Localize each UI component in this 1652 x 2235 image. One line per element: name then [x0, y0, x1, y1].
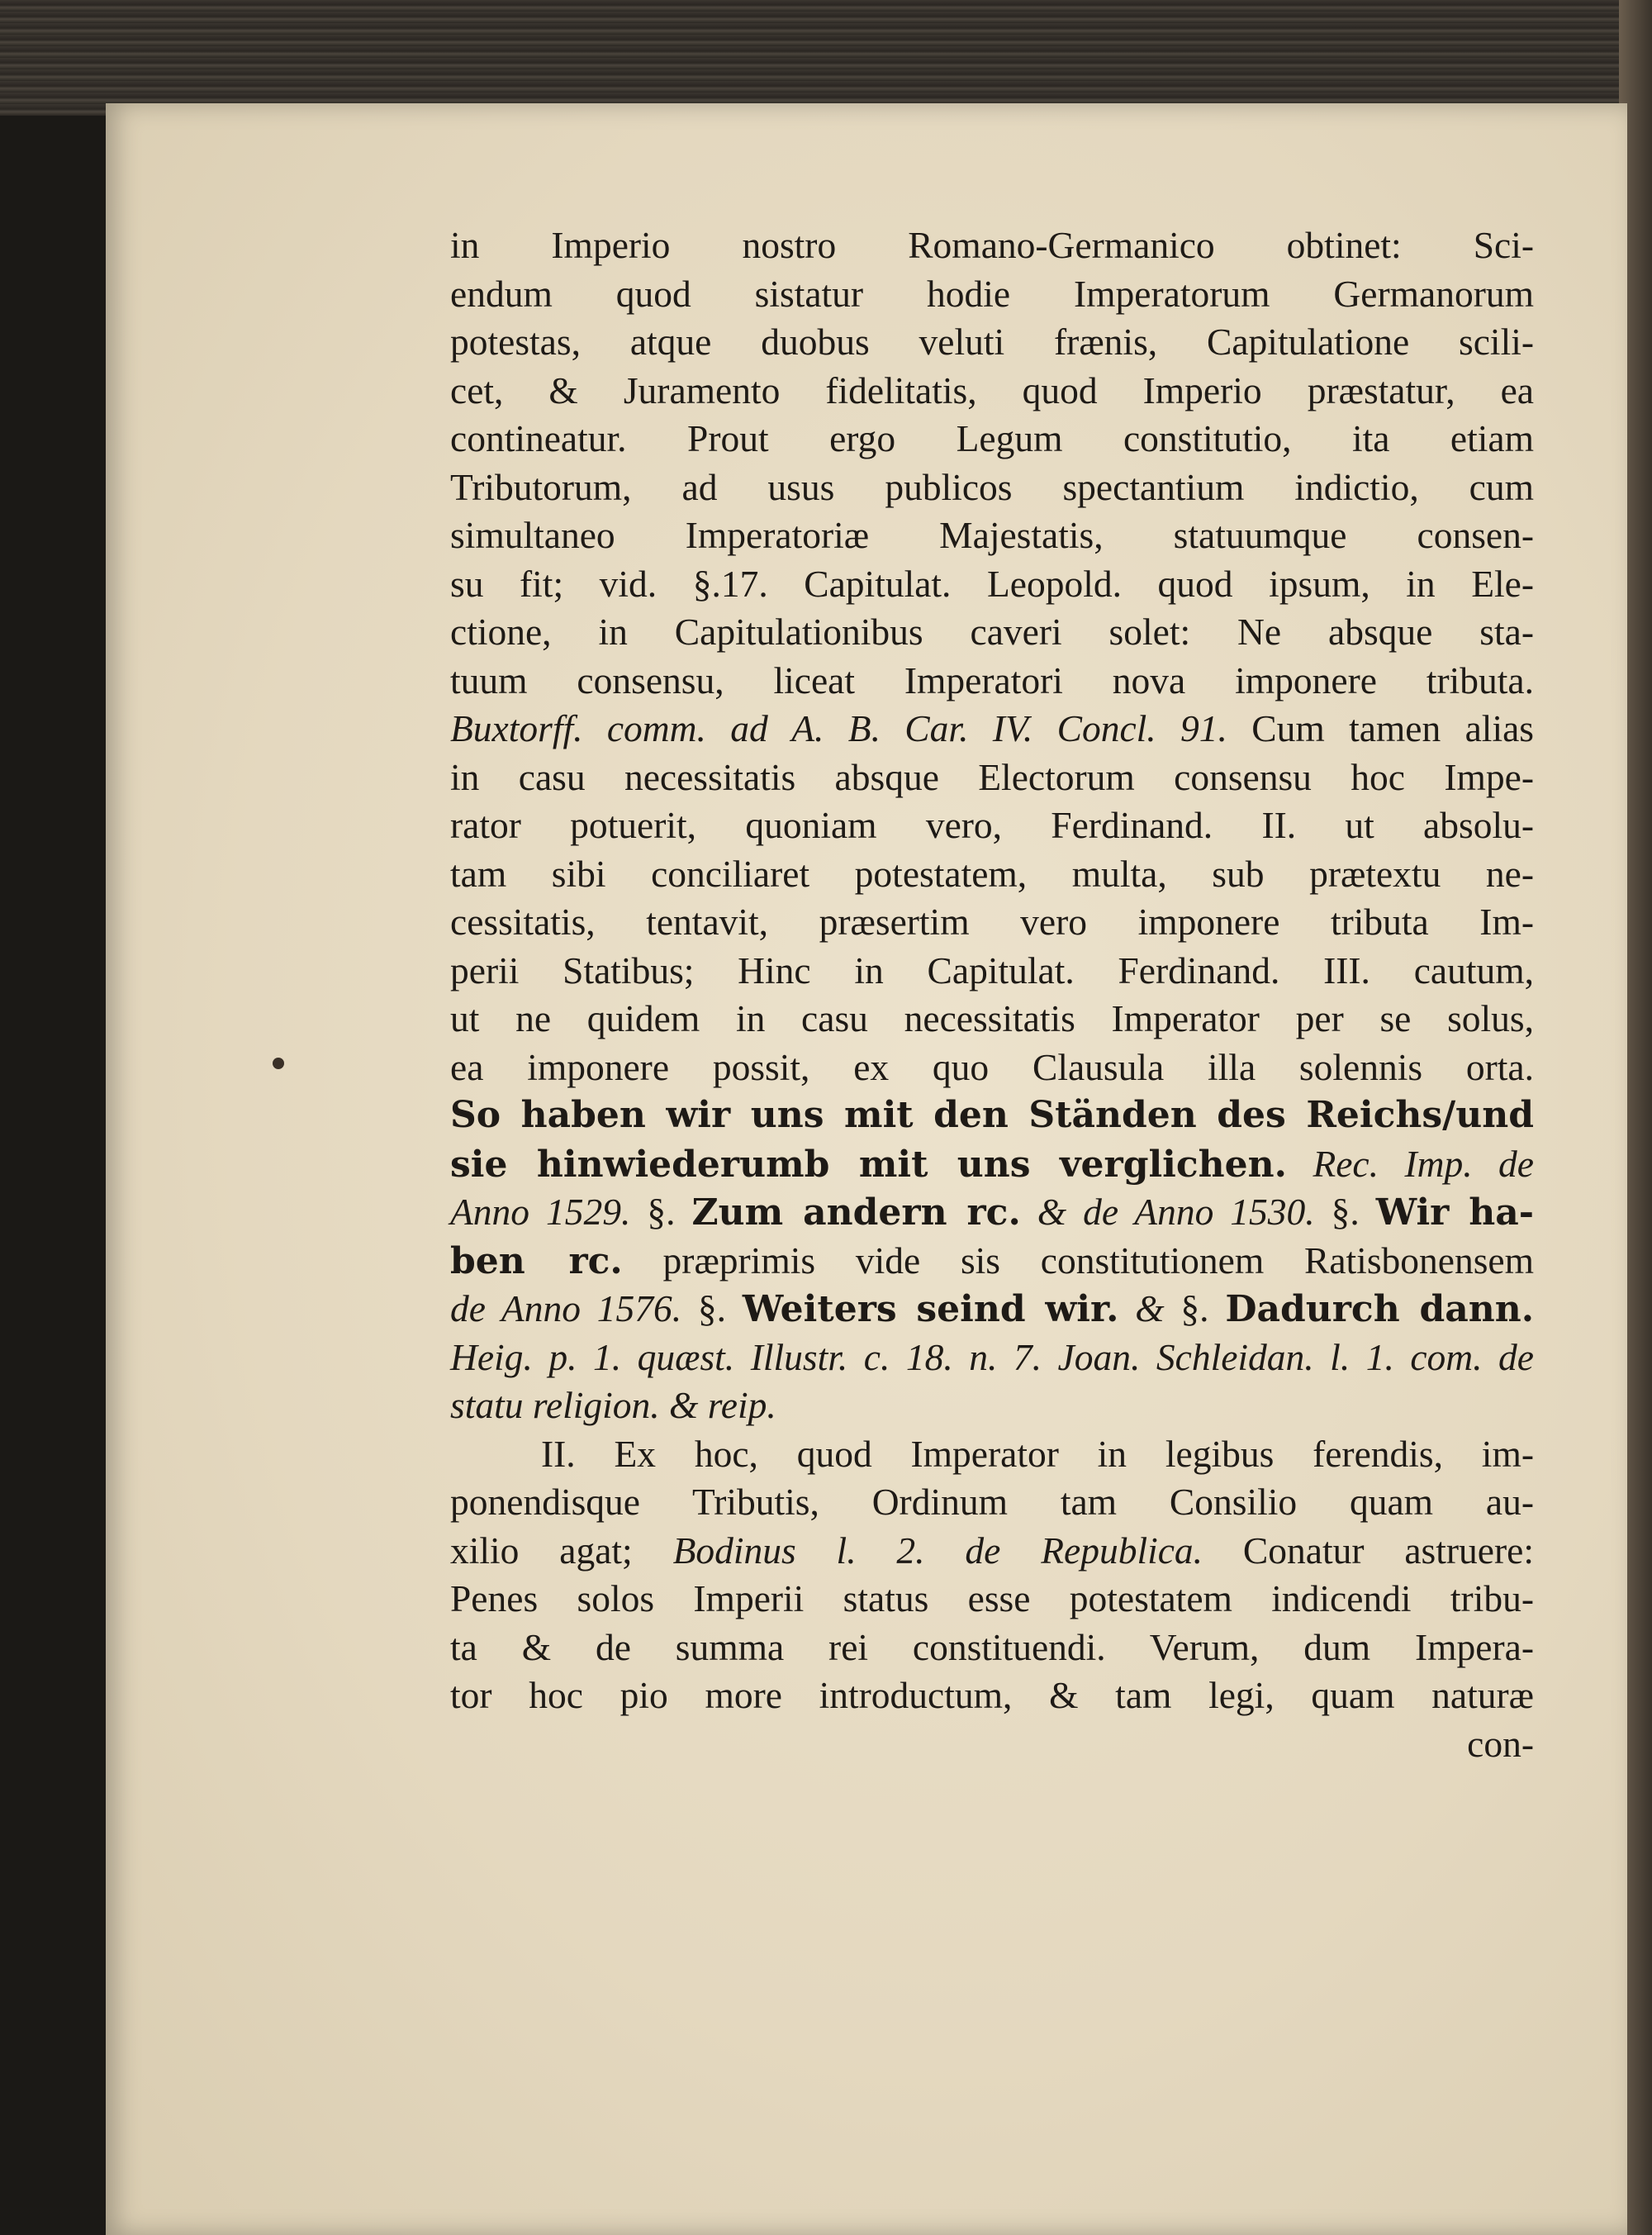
text-line — [450, 1188, 1534, 1237]
text-line: endum quod sistatur hodie Imperatorum Germanorum — [450, 272, 1534, 315]
text-line: Tributorum, ad usus publicos spectantium indictio, cum — [450, 465, 1534, 508]
text-line: tor hoc pio more introductum, & tam legi, quam naturæ — [450, 1674, 1534, 1716]
fraktur-quote: ben rc. — [450, 1239, 623, 1282]
text-line: perii Statibus; Hinc in Capitulat. Ferdinand. III. cautum, — [450, 949, 1534, 991]
text-line: potestas, atque duobus veluti frænis, Capitulatione scili- — [450, 321, 1534, 363]
text-run: præprimis vide sis constitutionem Ratisbonensem — [622, 1239, 1535, 1282]
text-line: in casu necessitatis absque Electorum consensu hoc Impe- — [450, 755, 1534, 798]
page-text — [450, 221, 1534, 1768]
text-line: simultaneo Imperatoriæ Majestatis, statuumque consen- — [450, 514, 1534, 556]
text-line: tam sibi conciliaret potestatem, multa, sub prætextu ne- — [450, 852, 1534, 895]
citation: de Anno 1576. — [450, 1287, 682, 1329]
text-line — [450, 705, 1534, 754]
citation: & de Anno 1530. — [1020, 1191, 1315, 1233]
text-line: tuum consensu, liceat Imperatori nova imponere tributa. — [450, 659, 1534, 701]
fraktur-quote: sie hinwiederumb mit uns verglichen. — [450, 1143, 1287, 1186]
catchword: con- — [1467, 1722, 1534, 1765]
text-line — [450, 1237, 1534, 1286]
margin-ink-dot — [273, 1058, 284, 1069]
text-line — [450, 1285, 1534, 1334]
text-run: §. — [1180, 1287, 1226, 1329]
citation: Buxtorff. comm. ad A. B. Car. IV. Concl. 91. — [450, 707, 1227, 749]
text-line: ponendisque Tributis, Ordinum tam Consilio quam au- — [450, 1481, 1534, 1523]
text-line: Penes solos Imperii status esse potestatem indicendi tribu- — [450, 1577, 1534, 1619]
text-line: cet, & Juramento fidelitatis, quod Imperio præstatur, ea — [450, 369, 1534, 411]
citation-line: statu religion. & reip. — [450, 1384, 776, 1426]
book-top-edge — [0, 0, 1652, 116]
text-line: ut ne quidem in casu necessitatis Imperator per se solus, — [450, 997, 1534, 1039]
fraktur-quote: Weiters seind wir. — [742, 1288, 1119, 1330]
citation: Bodinus l. 2. de Republica. — [672, 1529, 1203, 1572]
text-run: xilio agat; — [450, 1529, 673, 1572]
text-run: §. — [630, 1191, 692, 1233]
text-run: §. — [681, 1287, 743, 1329]
fraktur-quote: Wir ha- — [1375, 1191, 1535, 1234]
text-line: ea imponere possit, ex quo Clausula illa solennis orta. — [450, 1045, 1534, 1088]
citation-line: Heig. p. 1. quæst. Illustr. c. 18. n. 7. Joan. Schleidan. l. 1. com. de — [450, 1335, 1534, 1378]
text-line: su fit; vid. §.17. Capitulat. Leopold. quod ipsum, in Ele- — [450, 562, 1534, 605]
text-line: cessitatis, tentavit, præsertim vero imponere tributa Im- — [450, 901, 1534, 943]
text-run: Conatur astruere: — [1203, 1529, 1534, 1572]
text-line — [450, 1527, 1534, 1576]
text-line: ta & de summa rei constituendi. Verum, dum Impera- — [450, 1625, 1534, 1668]
text-run: §. — [1314, 1191, 1376, 1233]
citation: Rec. Imp. de — [1286, 1142, 1534, 1185]
text-line: ctione, in Capitulationibus caveri solet: Ne absque sta- — [450, 611, 1534, 653]
fraktur-quote: Dadurch dann. — [1225, 1288, 1535, 1330]
paragraph-start: II. Ex hoc, quod Imperator in legibus ferendis, im- — [541, 1432, 1534, 1475]
fraktur-quote: Zum andern rc. — [691, 1191, 1021, 1234]
citation: Anno 1529. — [450, 1191, 631, 1233]
fraktur-quote-line: So haben wir uns mit den Ständen des Reichs/und — [450, 1094, 1534, 1136]
text-run: Cum tamen alias — [1227, 707, 1534, 749]
text-line: contineatur. Prout ergo Legum constitutio, ita etiam — [450, 417, 1534, 459]
citation: & — [1118, 1287, 1181, 1329]
text-line: rator potuerit, quoniam vero, Ferdinand. II. ut absolu- — [450, 804, 1534, 846]
text-line — [450, 1140, 1534, 1189]
text-line: in Imperio nostro Romano-Germanico obtinet: Sci- — [450, 224, 1534, 266]
